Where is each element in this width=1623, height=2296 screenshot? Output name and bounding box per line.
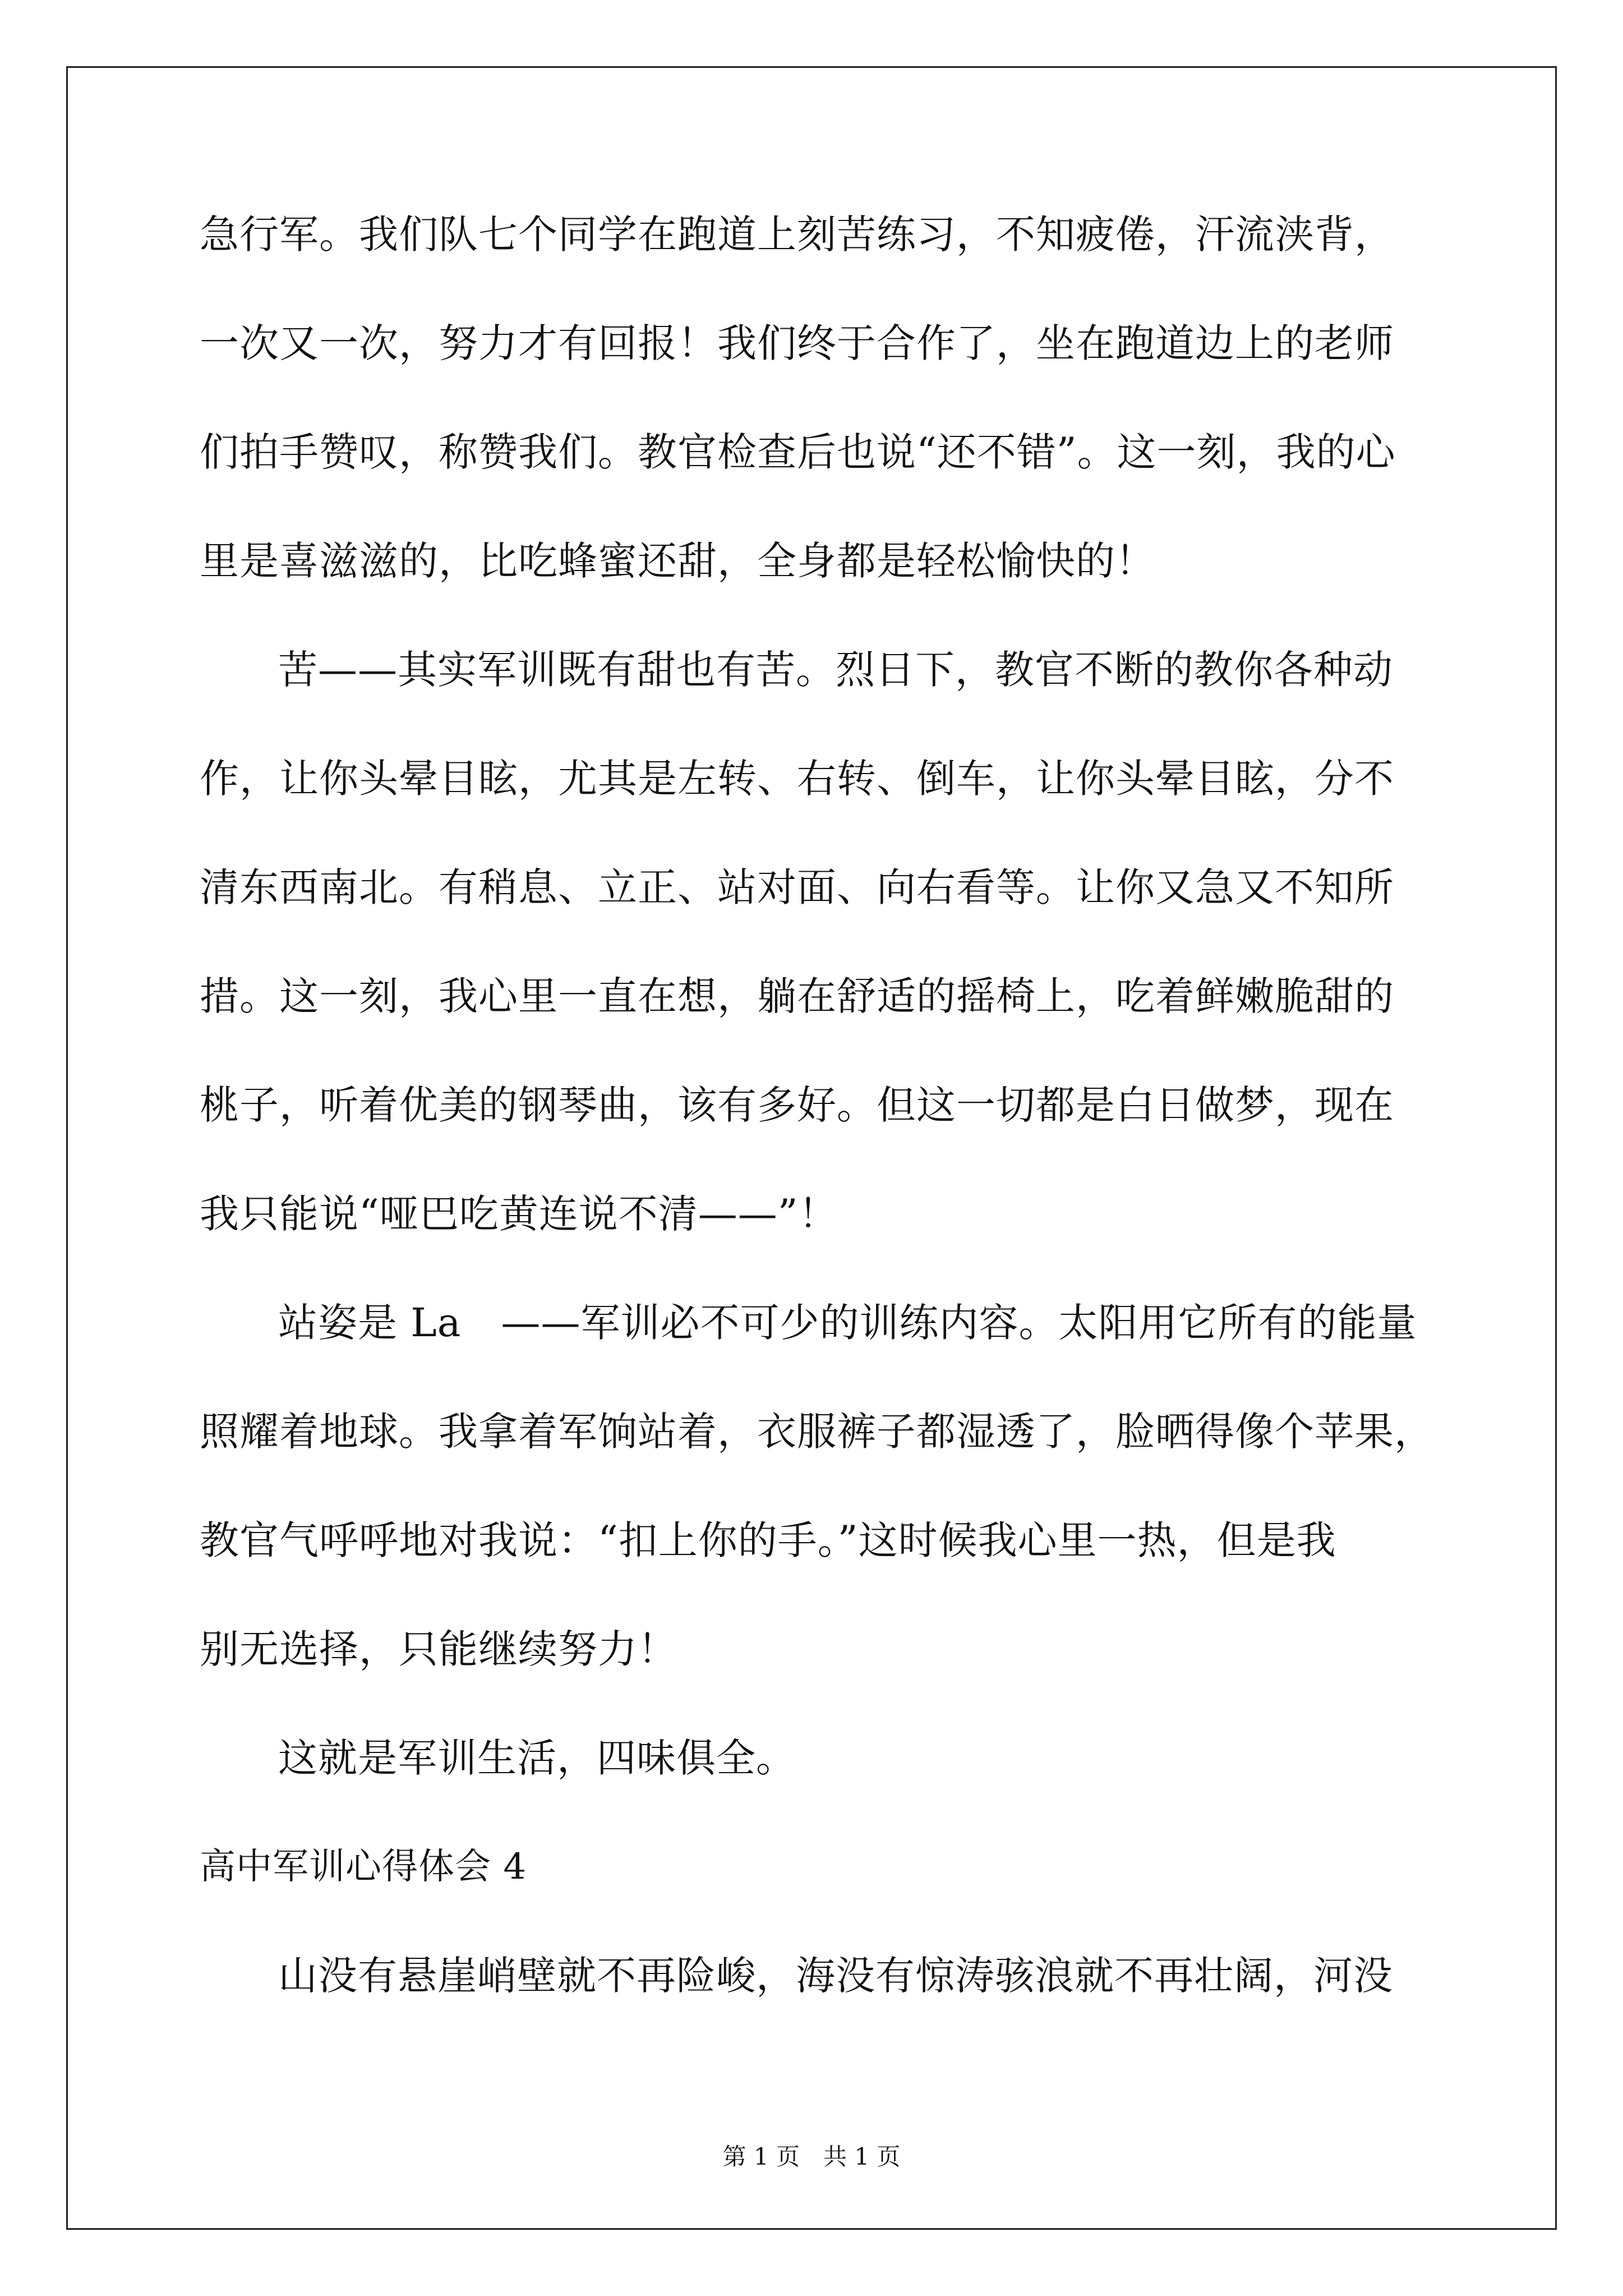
text-line: 清东西南北。有稍息、立正、站对面、向右看等。让你又急又不知所 xyxy=(200,864,1394,910)
paragraph-start: 站姿是 La ——军训必不可少的训练内容。太阳用它所有的能量 xyxy=(278,1300,1417,1346)
text-line: 别无选择，只能继续努力！ xyxy=(200,1626,677,1672)
section-heading: 高中军训心得体会 4 xyxy=(200,1846,527,1888)
paragraph-start: 苦——其实军训既有甜也有苦。烈日下，教官不断的教你各种动 xyxy=(278,647,1393,693)
text-line: 里是喜滋滋的，比吃蜂蜜还甜，全身都是轻松愉快的！ xyxy=(200,538,1155,584)
paragraph-start: 这就是军训生活，四味俱全。 xyxy=(278,1735,796,1781)
text-line: 照耀着地球。我拿着军饷站着，衣服裤子都湿透了，脸晒得像个苹果， xyxy=(200,1409,1434,1455)
text-line: 们拍手赞叹，称赞我们。教官检查后也说“还不错”。这一刻，我的心 xyxy=(200,429,1396,475)
paragraph-start: 山没有悬崖峭壁就不再险峻，海没有惊涛骇浪就不再壮阔，河没 xyxy=(278,1953,1393,1999)
text-line: 一次又一次，努力才有回报！我们终于合作了，坐在跑道边上的老师 xyxy=(200,320,1394,366)
text-line: 急行军。我们队七个同学在跑道上刻苦练习，不知疲倦，汗流浃背， xyxy=(200,211,1394,257)
text-line: 作，让你头晕目眩，尤其是左转、右转、倒车，让你头晕目眩，分不 xyxy=(200,756,1394,802)
page-footer: 第 1 页 共 1 页 xyxy=(722,2143,901,2170)
text-line: 教官气呼呼地对我说：“扣上你的手。”这时候我心里一热，但是我 xyxy=(200,1517,1336,1563)
text-line: 桃子，听着优美的钢琴曲，该有多好。但这一切都是白日做梦，现在 xyxy=(200,1082,1394,1128)
text-line: 我只能说“哑巴吃黄连说不清——”！ xyxy=(200,1191,838,1237)
text-line: 措。这一刻，我心里一直在想，躺在舒适的摇椅上，吃着鲜嫩脆甜的 xyxy=(200,973,1394,1019)
page-border xyxy=(66,66,1557,2230)
